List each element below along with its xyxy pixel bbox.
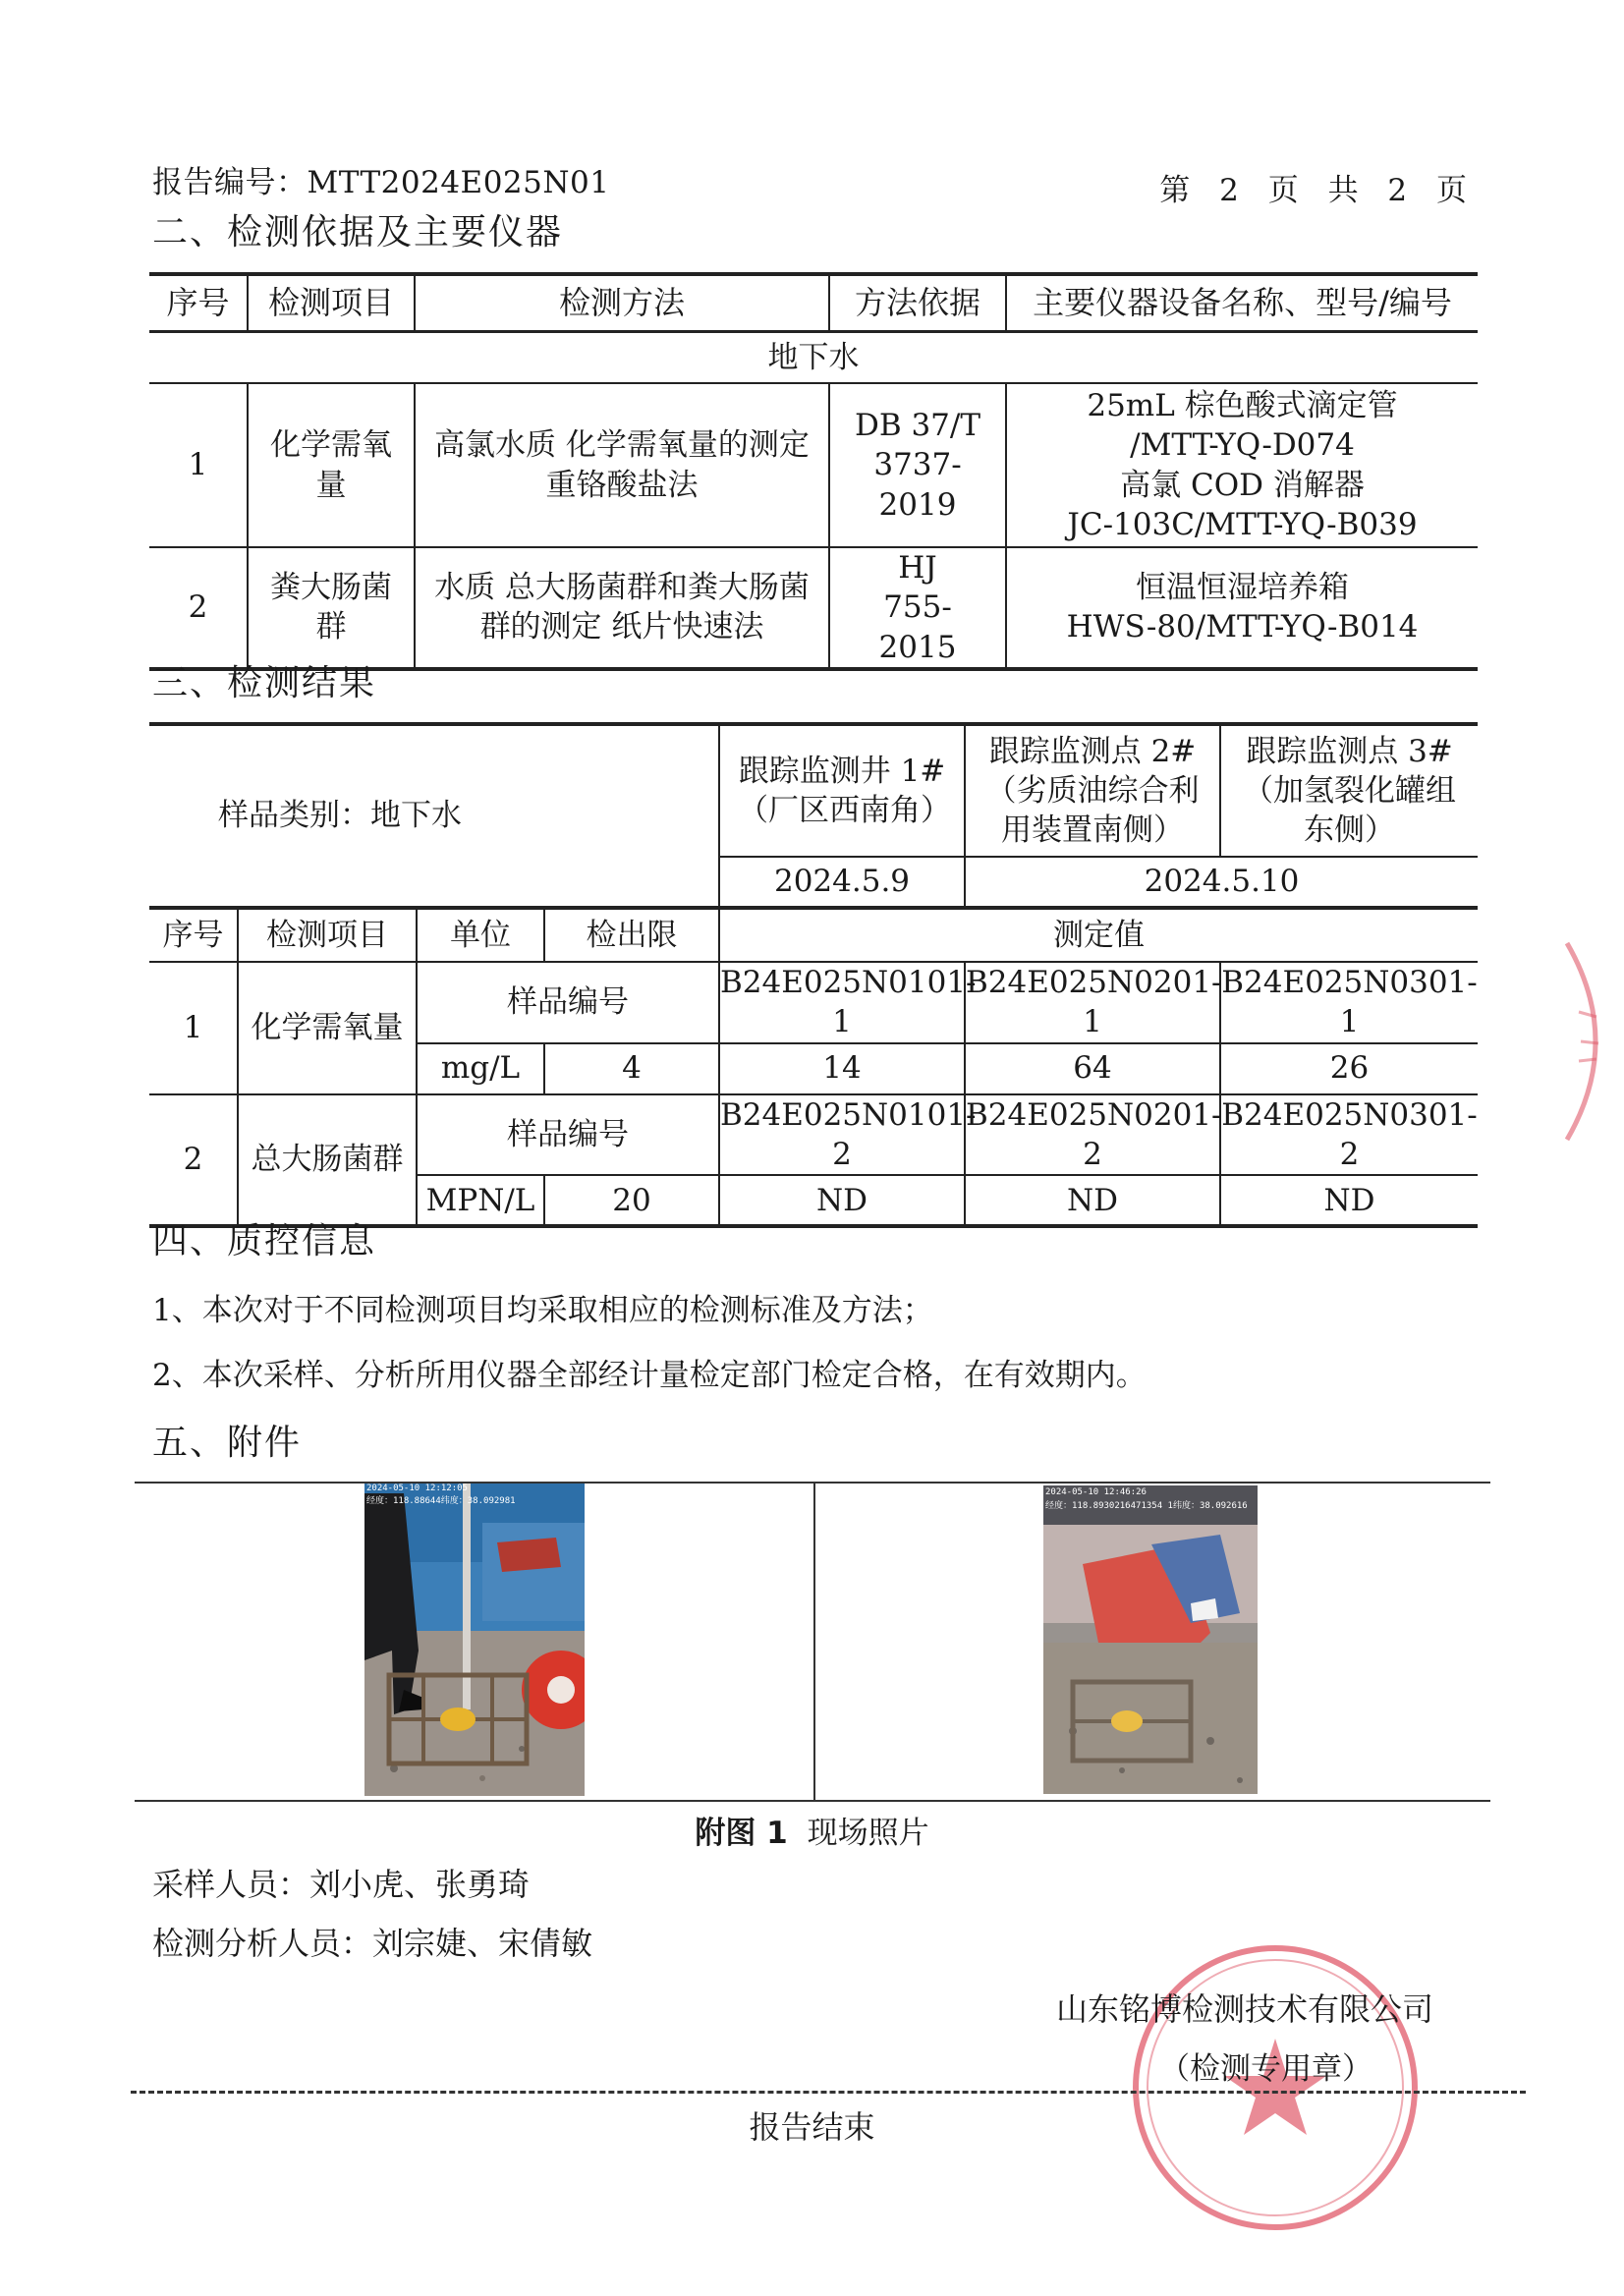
page-info: 第 2 页 共 2 页 — [1159, 173, 1477, 208]
instrument-line: 恒温恒湿培养箱 — [1136, 570, 1349, 606]
methods-table — [149, 272, 1478, 671]
report-end: 报告结束 — [749, 2108, 875, 2146]
photo-1-timestamp: 2024-05-10 12:12:05 — [366, 1484, 468, 1493]
site-photo-2-image — [1043, 1485, 1258, 1794]
instrument-line: 高氯 COD 消解器 — [1120, 467, 1365, 503]
qc-item-1: 1、本次对于不同检测项目均采取相应的检测标准及方法； — [152, 1293, 933, 1328]
section-5-title: 五、附件 — [152, 1423, 303, 1463]
site-photo-2 — [1043, 1485, 1258, 1794]
photo-divider — [813, 1484, 815, 1800]
section-2-title: 二、检测依据及主要仪器 — [152, 212, 564, 252]
instrument-line: HWS-80/MTT-YQ-B014 — [1066, 609, 1419, 645]
point-3: 跟踪监测点 3#（加氢裂化罐组东侧） — [1220, 724, 1478, 857]
col-basis: 方法依据 — [829, 274, 1006, 332]
col-no: 序号 — [149, 274, 248, 332]
section-4-title: 四、质控信息 — [152, 1221, 377, 1261]
site-photo-1 — [364, 1484, 585, 1796]
point-1: 跟踪监测井 1#（厂区西南角） — [719, 724, 965, 857]
col-instrument: 主要仪器设备名称、型号/编号 — [1006, 274, 1478, 332]
col-limit: 检出限 — [544, 908, 719, 962]
value: 64 — [965, 1043, 1220, 1094]
results-table — [149, 722, 1478, 1228]
sample-no-label: 样品编号 — [417, 1094, 719, 1176]
edge-seal — [1557, 933, 1624, 1153]
value: ND — [965, 1175, 1220, 1226]
row-instrument — [1006, 547, 1478, 669]
sample-no-label: 样品编号 — [417, 962, 719, 1043]
row-method: 水质 总大肠菌群和粪大肠菌群的测定 纸片快速法 — [415, 547, 829, 669]
col-method: 检测方法 — [415, 274, 829, 332]
value: ND — [1220, 1175, 1478, 1226]
table-row — [149, 962, 1478, 1043]
photo-2-coords: 经度：118.8930216471354 1纬度：38.092616 — [1045, 1501, 1248, 1511]
date-2: 2024.5.10 — [965, 857, 1478, 908]
sample-id: B24E025N0201-1 — [965, 962, 1220, 1043]
report-number: 报告编号：MTT2024E025N01 — [152, 165, 610, 200]
sample-id: B24E025N0301-2 — [1220, 1094, 1478, 1176]
row-method: 高氯水质 化学需氧量的测定 重铬酸盐法 — [415, 383, 829, 547]
sample-type: 样品类别：地下水 — [149, 724, 719, 908]
photo-caption — [0, 1808, 1624, 1852]
end-divider — [131, 2091, 1526, 2094]
instrument-line: 25mL 棕色酸式滴定管 — [1087, 387, 1398, 423]
edge-seal-icon — [1557, 933, 1624, 1149]
seal-note: （检测专用章） — [1159, 2051, 1372, 2087]
col-item: 检测项目 — [238, 908, 417, 962]
caption-label: 附图 1 — [695, 1816, 788, 1851]
table-row — [149, 1094, 1478, 1176]
col-item: 检测项目 — [248, 274, 415, 332]
row-item: 总大肠菌群 — [238, 1094, 417, 1227]
samplers: 采样人员：刘小虎、张勇琦 — [152, 1866, 531, 1903]
instrument-line: /MTT-YQ-D074 — [1130, 427, 1355, 464]
row-unit: MPN/L — [417, 1175, 544, 1226]
company-name: 山东铭博检测技术有限公司 — [1056, 1990, 1434, 2028]
col-unit: 单位 — [417, 908, 544, 962]
row-limit: 20 — [544, 1175, 719, 1226]
photo-2-timestamp: 2024-05-10 12:46:26 — [1045, 1487, 1147, 1497]
sample-id: B24E025N0301-1 — [1220, 962, 1478, 1043]
category-row: 地下水 — [149, 332, 1478, 384]
row-instrument — [1006, 383, 1478, 547]
row-no: 1 — [149, 383, 248, 547]
section-3-title: 三、检测结果 — [152, 663, 377, 703]
analysts: 检测分析人员：刘宗婕、宋倩敏 — [152, 1925, 593, 1962]
row-no: 2 — [149, 1094, 238, 1227]
row-item: 粪大肠菌群 — [248, 547, 415, 669]
sample-id: B24E025N0201-2 — [965, 1094, 1220, 1176]
row-item: 化学需氧量 — [248, 383, 415, 547]
row-unit: mg/L — [417, 1043, 544, 1094]
row-item: 化学需氧量 — [238, 962, 417, 1094]
instrument-line: JC-103C/MTT-YQ-B039 — [1067, 506, 1418, 542]
row-no: 2 — [149, 547, 248, 669]
row-basis: DB 37/T 3737-2019 — [829, 383, 1006, 547]
value: ND — [719, 1175, 965, 1226]
date-1: 2024.5.9 — [719, 857, 965, 908]
row-no: 1 — [149, 962, 238, 1094]
photo-1-coords: 经度：118.88644纬度：38.092981 — [366, 1496, 516, 1506]
qc-item-2: 2、本次采样、分析所用仪器全部经计量检定部门检定合格，在有效期内。 — [152, 1358, 1147, 1393]
site-photo-1-image — [364, 1484, 585, 1796]
row-basis: HJ 755-2015 — [829, 547, 1006, 669]
value: 14 — [719, 1043, 965, 1094]
sample-id: B24E025N0101-1 — [719, 962, 965, 1043]
row-limit: 4 — [544, 1043, 719, 1094]
caption-text: 现场照片 — [807, 1816, 929, 1851]
table-row — [149, 383, 1478, 547]
photo-panel — [135, 1482, 1490, 1802]
sample-id: B24E025N0101-2 — [719, 1094, 965, 1176]
value: 26 — [1220, 1043, 1478, 1094]
table-row — [149, 547, 1478, 669]
col-no: 序号 — [149, 908, 238, 962]
col-values: 测定值 — [719, 908, 1478, 962]
point-2: 跟踪监测点 2#（劣质油综合利用装置南侧） — [965, 724, 1220, 857]
